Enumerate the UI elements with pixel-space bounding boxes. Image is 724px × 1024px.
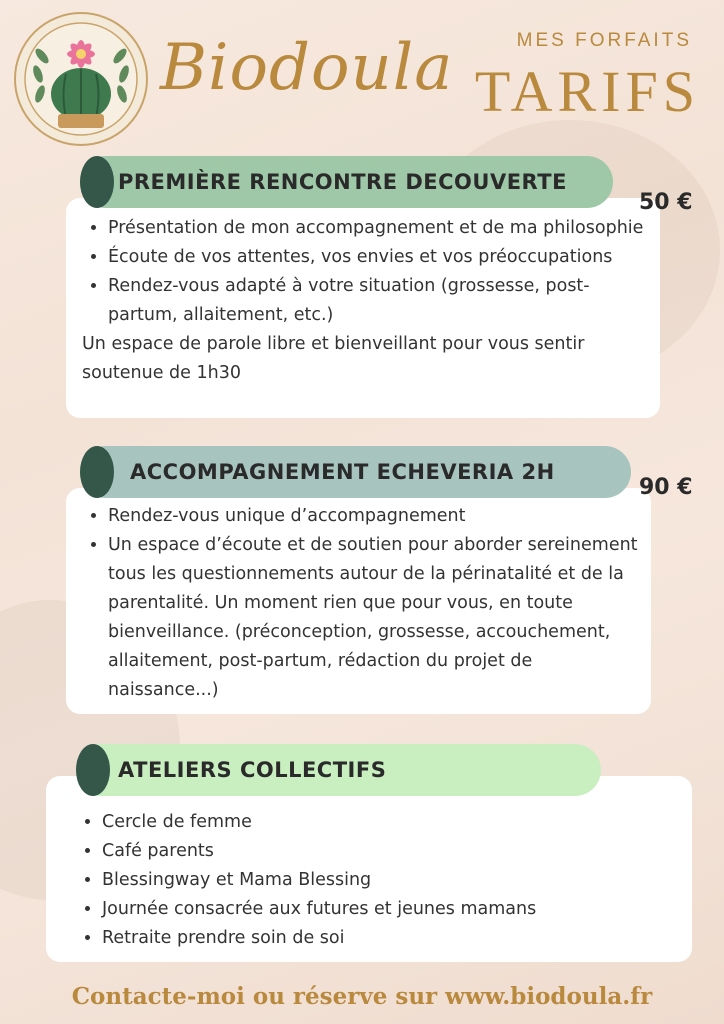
price-label: 50 € <box>639 190 693 215</box>
footer-contact-text: Contacte-moi ou réserve sur www.biodoula.fr <box>71 983 653 1010</box>
pill-dot-icon <box>76 744 110 796</box>
pill-dot-icon <box>80 156 114 208</box>
list-item: • Écoute de vos attentes, vos envies et vos préoccupations <box>108 243 646 272</box>
list-item: • Un espace d’écoute et de soutien pour aborder sereinement tous les questionnements autour de la périnatalité et de la parentalité. Un moment rien que pour vous, en toute bienveillance. (préconception, grossesse, accouchement, allaitement, post-partum, rédaction du projet de naissance...) <box>108 531 641 705</box>
section-title: PREMIÈRE RENCONTRE DECOUVERTE <box>118 170 567 194</box>
section-card-echeveria <box>66 488 651 714</box>
section-note: Un espace de parole libre et bienveillant pour vous sentir soutenue de 1h30 <box>82 334 585 383</box>
section-list <box>82 214 646 330</box>
section-title: ATELIERS COLLECTIFS <box>118 758 387 782</box>
page-subtitle: MES FORFAITS <box>516 30 692 51</box>
section-card-decouverte <box>66 198 660 418</box>
section-list <box>76 808 682 953</box>
section-list <box>82 502 641 705</box>
section-card-ateliers <box>46 776 692 962</box>
price-label: 90 € <box>639 475 693 500</box>
section-title-pill <box>76 744 601 796</box>
list-item: • Blessingway et Mama Blessing <box>102 866 682 895</box>
section-title-pill <box>80 446 631 498</box>
list-item: • Café parents <box>102 837 682 866</box>
list-item: • Retraite prendre soin de soi <box>102 924 682 953</box>
page-title: TARIFS <box>474 59 700 124</box>
list-item: • Présentation de mon accompagnement et de ma philosophie <box>108 214 646 243</box>
section-title: ACCOMPAGNEMENT ECHEVERIA 2H <box>130 460 555 484</box>
cactus-logo-icon <box>14 12 148 146</box>
list-item: • Cercle de femme <box>102 808 682 837</box>
list-item: • Rendez-vous adapté à votre situation (grossesse, post-partum, allaitement, etc.) <box>108 272 646 330</box>
section-title-pill <box>80 156 613 208</box>
pill-dot-icon <box>80 446 114 498</box>
brand-name: Biodoula <box>160 31 454 105</box>
list-item: • Rendez-vous unique d’accompagnement <box>108 502 641 531</box>
list-item: • Journée consacrée aux futures et jeunes mamans <box>102 895 682 924</box>
